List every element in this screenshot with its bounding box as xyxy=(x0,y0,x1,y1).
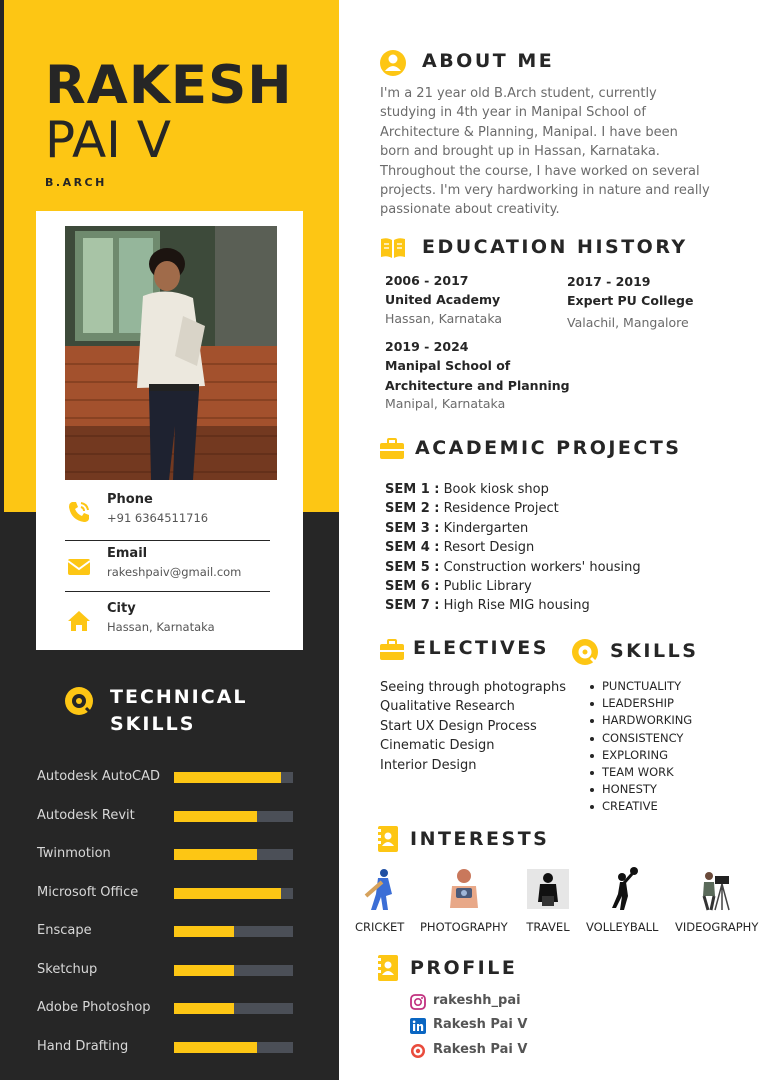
skill-row xyxy=(37,1036,297,1075)
education-item xyxy=(385,337,570,412)
skill-bar xyxy=(174,888,293,899)
technical-title-line2: SKILLS xyxy=(110,713,196,735)
skills-list xyxy=(602,678,692,816)
skill-name: Autodesk AutoCAD xyxy=(37,769,161,784)
education-years: 2019 - 2024 xyxy=(385,339,469,354)
skill-bar xyxy=(174,965,293,976)
project-name: Book kiosk shop xyxy=(439,482,549,497)
skill-name: Hand Drafting xyxy=(37,1038,129,1054)
education-years: 2017 - 2019 xyxy=(567,274,651,289)
projects-list xyxy=(385,482,641,618)
project-item xyxy=(385,540,641,559)
project-item xyxy=(385,579,641,598)
skill-bar xyxy=(174,926,293,937)
technical-title-line1: TECHNICAL xyxy=(110,686,248,708)
project-sem: SEM 4 : xyxy=(385,540,440,556)
skill-item: HONESTY xyxy=(602,781,692,798)
technical-skills-title xyxy=(110,684,248,738)
project-sem: SEM 1 : xyxy=(385,482,440,497)
last-name: PAI V xyxy=(45,111,172,169)
education-years: 2006 - 2017 xyxy=(385,273,469,288)
contact-label: City xyxy=(107,601,136,616)
skill-bar xyxy=(174,772,293,783)
contact-label: Phone xyxy=(107,492,153,507)
skill-name: Adobe Photoshop xyxy=(37,1000,151,1015)
skill-name: Enscape xyxy=(37,923,92,938)
skill-bar-fill xyxy=(174,965,234,976)
profile-text: rakeshh_pai xyxy=(433,993,521,1008)
contact-city xyxy=(65,601,270,651)
project-name: Kindergarten xyxy=(439,520,529,536)
skill-bar-fill xyxy=(174,811,257,822)
linkedin-icon xyxy=(410,1018,426,1034)
project-item xyxy=(385,482,641,501)
skill-name: Autodesk Revit xyxy=(37,807,135,823)
project-sem: SEM 2 : xyxy=(385,501,440,517)
skill-bar-fill xyxy=(174,1042,257,1053)
skill-bar xyxy=(174,849,293,860)
electives-list xyxy=(380,678,566,775)
interest-label: CRICKET xyxy=(355,920,405,934)
education-item xyxy=(567,272,693,331)
profile-photo xyxy=(65,226,277,480)
skill-row xyxy=(37,920,297,959)
cricket-icon xyxy=(358,866,402,912)
education-title: EDUCATION HISTORY xyxy=(422,236,688,258)
person-icon xyxy=(379,49,407,77)
contact-value: +91 6364511716 xyxy=(107,511,209,525)
phone-icon xyxy=(65,498,93,526)
about-text: I'm a 21 year old B.Arch student, currently studying in 4th year in Manipal School of Architecture & Planning, Manipal. I have been born and brought up in Hassan, Karnataka. Throughout the course, I have worked on several projects. I'm very hardworking in nature and really passionate about creativity. xyxy=(380,86,710,218)
skill-row xyxy=(37,959,297,998)
skill-bar-fill xyxy=(174,1003,234,1014)
education-school: Architecture and Planning xyxy=(385,377,570,393)
interest-label: PHOTOGRAPHY xyxy=(420,920,508,934)
skill-name: Sketchup xyxy=(37,961,98,977)
skills-title: SKILLS xyxy=(610,640,699,662)
skill-bar xyxy=(174,1003,293,1014)
education-item xyxy=(385,271,502,327)
skill-item: EXPLORING xyxy=(602,747,692,764)
home-icon xyxy=(65,607,93,635)
degree: B.ARCH xyxy=(45,176,107,189)
id-badge-icon xyxy=(377,954,399,982)
photography-icon xyxy=(442,866,486,912)
skill-item: LEADERSHIP xyxy=(602,695,692,712)
project-sem: SEM 7 : xyxy=(385,598,440,614)
elective-item: Start UX Design Process xyxy=(380,718,537,734)
education-place: Hassan, Karnataka xyxy=(385,310,502,326)
technical-skills-list xyxy=(37,766,297,1074)
interests-title: INTERESTS xyxy=(410,828,550,850)
profile-text: Rakesh Pai V xyxy=(433,1042,528,1057)
skill-name: Twinmotion xyxy=(37,846,111,861)
skill-bar-fill xyxy=(174,888,281,899)
project-item xyxy=(385,598,641,617)
project-item xyxy=(385,501,641,520)
project-name: High Rise MIG housing xyxy=(439,598,590,614)
project-item xyxy=(385,560,641,579)
skill-item: HARDWORKING xyxy=(602,712,692,729)
skill-row xyxy=(37,882,297,921)
travel-icon xyxy=(526,866,570,912)
skill-bar-fill xyxy=(174,772,281,783)
project-name: Construction workers' housing xyxy=(439,559,641,575)
target-icon xyxy=(410,1043,426,1059)
contact-phone xyxy=(65,492,270,542)
contact-label: Email xyxy=(107,546,148,561)
education-place: Manipal, Karnataka xyxy=(385,396,506,411)
lightbulb-gear-icon xyxy=(571,638,599,666)
skill-row xyxy=(37,805,297,844)
education-school: Manipal School of xyxy=(385,358,511,373)
profile-title: PROFILE xyxy=(410,957,518,979)
elective-item: Cinematic Design xyxy=(380,738,495,754)
skill-bar-fill xyxy=(174,926,234,937)
contact-email xyxy=(65,546,270,596)
skill-row xyxy=(37,766,297,805)
project-name: Residence Project xyxy=(439,501,559,517)
videography-icon xyxy=(695,866,739,912)
edge-line xyxy=(0,0,4,1080)
project-item xyxy=(385,521,641,540)
project-sem: SEM 3 : xyxy=(385,520,440,536)
interest-label: VOLLEYBALL xyxy=(586,920,659,934)
project-name: Resort Design xyxy=(439,540,535,556)
education-place: Valachil, Mangalore xyxy=(567,314,689,330)
briefcase-icon xyxy=(379,437,405,461)
project-sem: SEM 6 : xyxy=(385,578,440,594)
interest-item xyxy=(355,866,404,934)
skill-item: CONSISTENCY xyxy=(602,730,692,747)
briefcase-icon xyxy=(379,638,405,662)
education-school: United Academy xyxy=(385,292,501,307)
elective-item: Interior Design xyxy=(380,757,477,773)
skill-item: CREATIVE xyxy=(602,798,692,815)
interest-item xyxy=(420,866,508,934)
volleyball-icon xyxy=(600,866,644,912)
about-title: ABOUT ME xyxy=(422,50,555,72)
first-name: RAKESH xyxy=(45,55,293,116)
interest-label: TRAVEL xyxy=(526,920,570,934)
interest-item xyxy=(526,866,570,934)
skill-name: Microsoft Office xyxy=(37,884,139,900)
education-school: Expert PU College xyxy=(567,293,694,308)
interest-label: VIDEOGRAPHY xyxy=(675,920,759,934)
lightbulb-gear-icon xyxy=(64,686,94,716)
project-name: Public Library xyxy=(439,578,532,594)
elective-item: Qualitative Research xyxy=(380,699,515,715)
skill-item: PUNCTUALITY xyxy=(602,678,692,695)
book-icon xyxy=(379,236,407,260)
profile-text: Rakesh Pai V xyxy=(433,1017,528,1032)
contact-value: rakeshpaiv@gmail.com xyxy=(107,565,242,579)
skill-bar xyxy=(174,1042,293,1053)
skill-bar xyxy=(174,811,293,822)
projects-title: ACADEMIC PROJECTS xyxy=(415,437,682,459)
interest-item xyxy=(586,866,658,934)
skill-row xyxy=(37,843,297,882)
skill-bar-fill xyxy=(174,849,257,860)
contact-value: Hassan, Karnataka xyxy=(107,620,215,634)
project-sem: SEM 5 : xyxy=(385,559,440,575)
skill-row xyxy=(37,997,297,1036)
email-icon xyxy=(65,552,93,580)
electives-title: ELECTIVES xyxy=(413,637,549,659)
divider xyxy=(65,540,270,541)
instagram-icon xyxy=(410,994,426,1010)
profile-card xyxy=(36,211,303,650)
interest-item xyxy=(675,866,758,934)
elective-item: Seeing through photographs xyxy=(380,680,567,695)
id-badge-icon xyxy=(377,825,399,853)
divider xyxy=(65,591,270,592)
skill-item: TEAM WORK xyxy=(602,764,692,781)
